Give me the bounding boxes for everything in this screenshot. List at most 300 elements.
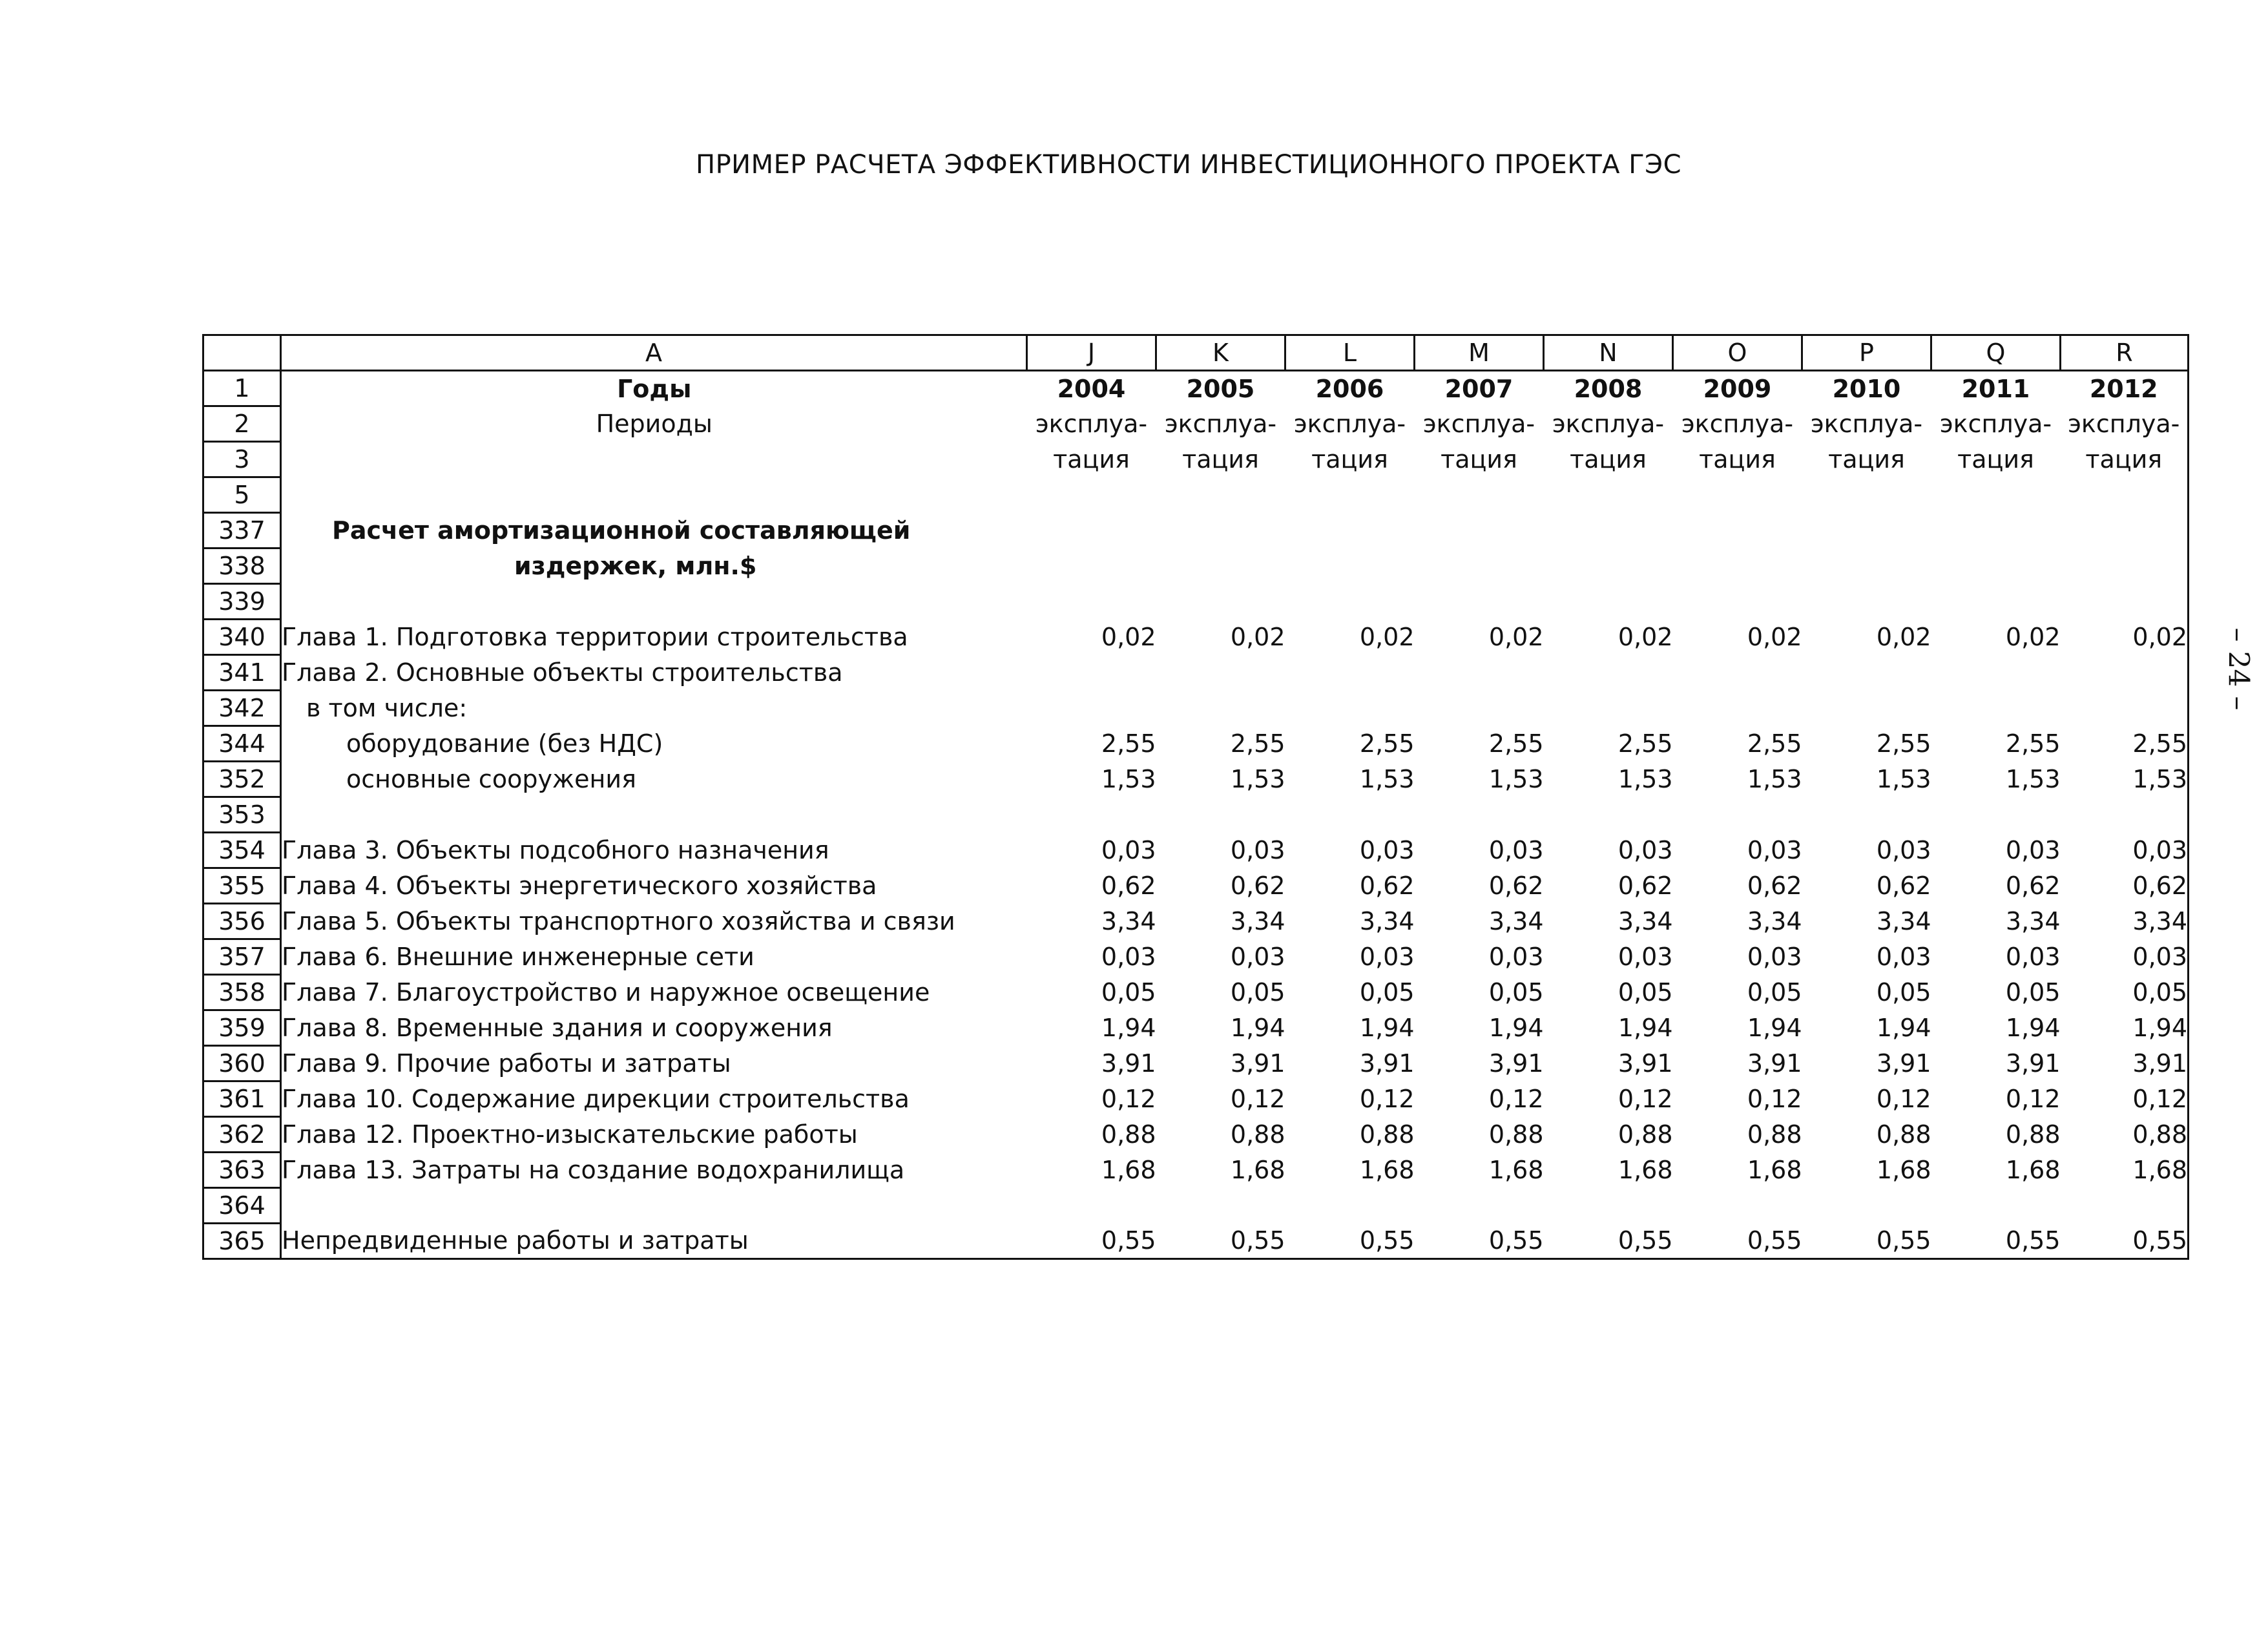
period-cell: тация [1957, 445, 2034, 474]
value-cell: 3,91 [1230, 1049, 1285, 1078]
row-number: 356 [203, 904, 281, 939]
value-cell: 0,05 [1230, 978, 1285, 1007]
value-cell: 1,68 [1230, 1156, 1285, 1184]
value-cell: 0,05 [1876, 978, 1931, 1007]
row-label: основные сооружения [281, 762, 1027, 797]
value-cell: 1,53 [1747, 765, 1802, 793]
period-cell: эксплуа- [1293, 410, 1406, 438]
row-number: 342 [203, 691, 281, 726]
value-cell: 0,88 [1359, 1120, 1415, 1149]
value-cell: 0,03 [2061, 939, 2189, 975]
value-cell: 0,12 [2005, 1085, 2061, 1113]
value-cell: 1,53 [2061, 762, 2189, 797]
period-cell: тация [1311, 445, 1388, 474]
year-cell: 2010 [1832, 374, 1901, 403]
value-cell: 0,12 [1488, 1085, 1544, 1113]
value-cell: 0,62 [1747, 872, 1802, 900]
value-cell: 0,12 [1876, 1085, 1931, 1113]
value-cell [1673, 797, 1802, 833]
column-header: J [1027, 335, 1156, 371]
value-cell: 3,34 [1230, 907, 1285, 935]
row-number: 363 [203, 1153, 281, 1188]
column-header: P [1802, 335, 1931, 371]
value-cell [1544, 797, 1673, 833]
row-label: Глава 1. Подготовка территории строительства [281, 620, 1027, 655]
value-cell: 0,88 [1618, 1120, 1673, 1149]
value-cell [1415, 584, 1544, 620]
value-cell: 3,91 [2005, 1049, 2061, 1078]
value-cell: 0,12 [1618, 1085, 1673, 1113]
value-cell: 1,68 [2005, 1156, 2061, 1184]
value-cell: 0,03 [1101, 943, 1156, 971]
value-cell [1802, 1188, 1931, 1224]
value-cell: 0,03 [2061, 833, 2189, 868]
row-label: в том числе: [281, 691, 1027, 726]
value-cell: 0,05 [1359, 978, 1415, 1007]
column-header: A [281, 335, 1027, 371]
table-row [203, 1117, 2189, 1153]
value-cell: 0,12 [1230, 1085, 1285, 1113]
value-cell [1931, 548, 2061, 584]
value-cell: 1,68 [1101, 1156, 1156, 1184]
value-cell [1673, 548, 1802, 584]
row-label: Глава 7. Благоустройство и наружное освещение [281, 975, 1027, 1010]
table-row [203, 477, 2189, 513]
value-cell [1415, 655, 1544, 691]
page-number: – 24 – [2221, 627, 2255, 711]
value-cell: 0,62 [2005, 872, 2061, 900]
value-cell [2061, 584, 2189, 620]
table-row [203, 762, 2189, 797]
year-cell: 2006 [1315, 374, 1384, 403]
value-cell [1544, 513, 1673, 548]
value-cell [1156, 691, 1285, 726]
value-cell: 0,03 [1488, 943, 1544, 971]
value-cell: 0,02 [1359, 623, 1415, 651]
value-cell: 0,62 [1876, 872, 1931, 900]
value-cell: 1,94 [1488, 1014, 1544, 1042]
value-cell [1156, 655, 1285, 691]
table-row [203, 797, 2189, 833]
value-cell: 0,02 [1101, 623, 1156, 651]
value-cell: 2,55 [1618, 729, 1673, 758]
value-cell: 1,94 [1618, 1014, 1673, 1042]
value-cell: 2,55 [1101, 729, 1156, 758]
period-cell: эксплуа- [1681, 410, 1794, 438]
value-cell: 3,91 [1618, 1049, 1673, 1078]
column-header: K [1156, 335, 1285, 371]
row-number: 3 [203, 442, 281, 477]
row-label [281, 584, 1027, 620]
value-cell: 1,94 [1876, 1014, 1931, 1042]
value-cell: 2,55 [1747, 729, 1802, 758]
value-cell: 1,53 [1488, 765, 1544, 793]
value-cell: 3,34 [1101, 907, 1156, 935]
row-label: Глава 2. Основные объекты строительства [281, 655, 1027, 691]
value-cell [1027, 548, 1156, 584]
value-cell: 0,03 [2005, 836, 2061, 864]
period-cell: эксплуа- [1552, 410, 1665, 438]
value-cell: 0,62 [1618, 872, 1673, 900]
value-cell: 0,88 [2005, 1120, 2061, 1149]
table-row [203, 904, 2189, 939]
value-cell: 3,91 [1101, 1049, 1156, 1078]
value-cell: 3,91 [1359, 1049, 1415, 1078]
table-row [203, 548, 2189, 584]
year-cell: 2007 [1444, 374, 1514, 403]
value-cell: 3,34 [1359, 907, 1415, 935]
row-number: 365 [203, 1224, 281, 1259]
table-row [203, 1224, 2189, 1259]
row-number: 2 [203, 406, 281, 442]
value-cell: 1,68 [1488, 1156, 1544, 1184]
year-cell: 2009 [1703, 374, 1772, 403]
periods-label: Периоды [281, 406, 1027, 442]
table-row [203, 1081, 2189, 1117]
row-label: Глава 10. Содержание дирекции строительства [281, 1081, 1027, 1117]
value-cell: 2,55 [2061, 726, 2189, 762]
value-cell [1673, 584, 1802, 620]
value-cell [1673, 655, 1802, 691]
row-label: Глава 8. Временные здания и сооружения [281, 1010, 1027, 1046]
value-cell [2061, 513, 2189, 548]
value-cell [1544, 477, 1673, 513]
value-cell [1285, 513, 1415, 548]
value-cell [1285, 691, 1415, 726]
period-cell: тация [2061, 442, 2189, 477]
value-cell: 3,34 [1618, 907, 1673, 935]
value-cell: 1,94 [2005, 1014, 2061, 1042]
value-cell: 0,02 [1876, 623, 1931, 651]
table-row [203, 584, 2189, 620]
row-number: 340 [203, 620, 281, 655]
value-cell [1156, 797, 1285, 833]
table-row [203, 442, 2189, 477]
value-cell [1415, 548, 1544, 584]
row-number: 344 [203, 726, 281, 762]
value-cell: 0,03 [1230, 943, 1285, 971]
value-cell [1027, 584, 1156, 620]
value-cell [1802, 655, 1931, 691]
row-label: Глава 4. Объекты энергетического хозяйства [281, 868, 1027, 904]
value-cell: 1,68 [1359, 1156, 1415, 1184]
value-cell [1931, 477, 2061, 513]
value-cell [1673, 477, 1802, 513]
value-cell: 0,88 [1488, 1120, 1544, 1149]
table-row [203, 691, 2189, 726]
value-cell: 1,53 [1230, 765, 1285, 793]
value-cell: 0,55 [1285, 1224, 1415, 1259]
value-cell: 1,68 [1618, 1156, 1673, 1184]
row-number: 357 [203, 939, 281, 975]
value-cell [1544, 1188, 1673, 1224]
value-cell [1544, 691, 1673, 726]
value-cell [1544, 655, 1673, 691]
value-cell: 0,03 [1876, 943, 1931, 971]
period-cell: эксплуа- [1164, 410, 1277, 438]
value-cell [1415, 691, 1544, 726]
value-cell: 1,53 [1618, 765, 1673, 793]
table-row [203, 726, 2189, 762]
row-label [281, 797, 1027, 833]
table-row [203, 975, 2189, 1010]
value-cell: 0,03 [1747, 943, 1802, 971]
row-number: 1 [203, 371, 281, 406]
corner-cell [203, 335, 281, 371]
value-cell [1285, 655, 1415, 691]
value-cell: 0,03 [1230, 836, 1285, 864]
value-cell: 0,03 [1747, 836, 1802, 864]
value-cell: 3,34 [2005, 907, 2061, 935]
table-row [203, 1153, 2189, 1188]
value-cell: 1,53 [1876, 765, 1931, 793]
value-cell [2061, 655, 2189, 691]
row-number: 337 [203, 513, 281, 548]
year-cell: 2008 [1574, 374, 1643, 403]
value-cell: 0,02 [2005, 623, 2061, 651]
value-cell: 0,05 [1618, 978, 1673, 1007]
value-cell: 0,02 [1747, 623, 1802, 651]
value-cell: 0,02 [1230, 623, 1285, 651]
column-header: N [1544, 335, 1673, 371]
column-header: M [1415, 335, 1544, 371]
value-cell: 3,91 [1488, 1049, 1544, 1078]
value-cell [1931, 691, 2061, 726]
value-cell: 0,03 [1488, 836, 1544, 864]
row-number: 352 [203, 762, 281, 797]
table-row [203, 1188, 2189, 1224]
table-row [203, 655, 2189, 691]
period-cell: тация [1182, 445, 1259, 474]
value-cell: 1,94 [2061, 1010, 2189, 1046]
value-cell: 0,55 [1673, 1224, 1802, 1259]
row-label: Глава 6. Внешние инженерные сети [281, 939, 1027, 975]
value-cell [2061, 691, 2189, 726]
period-cell: эксплуа- [1939, 410, 2052, 438]
value-cell [1027, 477, 1156, 513]
column-header: L [1285, 335, 1415, 371]
value-cell [1285, 548, 1415, 584]
value-cell: 0,03 [1359, 943, 1415, 971]
value-cell: 0,55 [1415, 1224, 1544, 1259]
period-cell: тация [1570, 445, 1647, 474]
value-cell: 0,05 [1101, 978, 1156, 1007]
value-cell: 0,12 [1101, 1085, 1156, 1113]
column-header: R [2061, 335, 2189, 371]
value-cell: 0,55 [2061, 1224, 2189, 1259]
value-cell [1544, 584, 1673, 620]
row-number: 341 [203, 655, 281, 691]
value-cell: 0,03 [1101, 836, 1156, 864]
document-title: ПРИМЕР РАСЧЕТА ЭФФЕКТИВНОСТИ ИНВЕСТИЦИОННОГО ПРОЕКТА ГЭС [695, 150, 1681, 180]
value-cell: 0,03 [1618, 943, 1673, 971]
value-cell [1285, 1188, 1415, 1224]
value-cell [1931, 797, 2061, 833]
row-label [281, 1188, 1027, 1224]
spreadsheet-table [202, 334, 2189, 1260]
value-cell: 0,12 [2061, 1081, 2189, 1117]
value-cell: 0,88 [1101, 1120, 1156, 1149]
value-cell: 0,88 [1747, 1120, 1802, 1149]
value-cell: 1,53 [1101, 765, 1156, 793]
value-cell [1027, 655, 1156, 691]
value-cell: 0,03 [1876, 836, 1931, 864]
value-cell: 0,62 [1230, 872, 1285, 900]
value-cell [1931, 584, 2061, 620]
row-number: 361 [203, 1081, 281, 1117]
value-cell [1673, 691, 1802, 726]
row-number: 338 [203, 548, 281, 584]
row-number: 358 [203, 975, 281, 1010]
row-label [281, 442, 1027, 477]
table-row [203, 939, 2189, 975]
value-cell [1544, 548, 1673, 584]
period-cell: эксплуа- [1035, 410, 1148, 438]
value-cell: 3,34 [1747, 907, 1802, 935]
value-cell [1673, 1188, 1802, 1224]
value-cell [1931, 1188, 2061, 1224]
value-cell: 2,55 [1488, 729, 1544, 758]
value-cell: 1,94 [1101, 1014, 1156, 1042]
row-number: 355 [203, 868, 281, 904]
year-cell: 2012 [2061, 371, 2189, 406]
row-label: Непредвиденные работы и затраты [281, 1224, 1027, 1259]
value-cell: 3,91 [1747, 1049, 1802, 1078]
value-cell: 0,88 [1230, 1120, 1285, 1149]
value-cell: 2,55 [2005, 729, 2061, 758]
value-cell: 3,91 [1876, 1049, 1931, 1078]
value-cell: 0,05 [2005, 978, 2061, 1007]
value-cell [1285, 797, 1415, 833]
period-cell: тация [1053, 445, 1130, 474]
value-cell: 1,94 [1359, 1014, 1415, 1042]
year-cell: 2004 [1057, 374, 1126, 403]
value-cell: 2,55 [1876, 729, 1931, 758]
value-cell [1027, 1188, 1156, 1224]
value-cell: 1,53 [2005, 765, 2061, 793]
table-row [203, 833, 2189, 868]
value-cell: 0,05 [1488, 978, 1544, 1007]
row-number: 360 [203, 1046, 281, 1081]
value-cell: 3,91 [2061, 1046, 2189, 1081]
value-cell: 0,03 [1359, 836, 1415, 864]
row-number: 362 [203, 1117, 281, 1153]
value-cell [1673, 513, 1802, 548]
value-cell: 0,62 [1488, 872, 1544, 900]
column-header: Q [1931, 335, 2061, 371]
value-cell: 0,05 [1747, 978, 1802, 1007]
value-cell: 0,55 [1931, 1224, 2061, 1259]
value-cell [1802, 691, 1931, 726]
value-cell [1931, 513, 2061, 548]
value-cell: 0,88 [2061, 1117, 2189, 1153]
value-cell [1156, 513, 1285, 548]
period-cell: эксплуа- [1810, 410, 1923, 438]
value-cell: 1,68 [1747, 1156, 1802, 1184]
value-cell: 1,94 [1230, 1014, 1285, 1042]
value-cell [2061, 1188, 2189, 1224]
value-cell: 2,55 [1359, 729, 1415, 758]
value-cell: 0,62 [1359, 872, 1415, 900]
row-label: оборудование (без НДС) [281, 726, 1027, 762]
row-label: Глава 13. Затраты на создание водохранилища [281, 1153, 1027, 1188]
value-cell [1415, 513, 1544, 548]
row-number: 354 [203, 833, 281, 868]
value-cell: 1,68 [2061, 1153, 2189, 1188]
value-cell [1156, 584, 1285, 620]
value-cell [1931, 655, 2061, 691]
value-cell [1285, 477, 1415, 513]
row-label: Глава 3. Объекты подсобного назначения [281, 833, 1027, 868]
period-cell: тация [1441, 445, 1517, 474]
table-row [203, 1010, 2189, 1046]
value-cell: 0,02 [2061, 620, 2189, 655]
section-title: издержек, млн.$ [281, 548, 1027, 584]
year-cell: 2011 [1961, 374, 2030, 403]
value-cell: 0,03 [2005, 943, 2061, 971]
period-cell: эксплуа- [1422, 410, 1535, 438]
table-row [203, 371, 2189, 406]
value-cell [2061, 548, 2189, 584]
value-cell: 0,03 [1618, 836, 1673, 864]
column-header: O [1673, 335, 1802, 371]
row-label: Глава 9. Прочие работы и затраты [281, 1046, 1027, 1081]
value-cell [1156, 548, 1285, 584]
value-cell: 3,34 [2061, 904, 2189, 939]
value-cell: 0,88 [1876, 1120, 1931, 1149]
value-cell [1802, 548, 1931, 584]
table-row [203, 406, 2189, 442]
value-cell [2061, 797, 2189, 833]
value-cell [1802, 584, 1931, 620]
row-number: 364 [203, 1188, 281, 1224]
value-cell [1415, 1188, 1544, 1224]
value-cell: 0,12 [1359, 1085, 1415, 1113]
table-row [203, 620, 2189, 655]
period-cell: эксплуа- [2061, 406, 2189, 442]
value-cell: 0,55 [1544, 1224, 1673, 1259]
table-row [203, 1046, 2189, 1081]
section-title: Расчет амортизационной составляющей [281, 513, 1027, 548]
value-cell: 3,34 [1488, 907, 1544, 935]
years-label: Годы [281, 371, 1027, 406]
value-cell [1156, 1188, 1285, 1224]
row-label: Глава 5. Объекты транспортного хозяйства и связи [281, 904, 1027, 939]
value-cell: 0,02 [1618, 623, 1673, 651]
table-row [203, 868, 2189, 904]
value-cell [1027, 691, 1156, 726]
value-cell: 1,53 [1359, 765, 1415, 793]
value-cell [1802, 513, 1931, 548]
value-cell: 1,94 [1747, 1014, 1802, 1042]
value-cell [1802, 477, 1931, 513]
value-cell: 0,05 [2061, 975, 2189, 1010]
value-cell [1027, 797, 1156, 833]
value-cell [1415, 797, 1544, 833]
period-cell: тация [1699, 445, 1776, 474]
row-number: 339 [203, 584, 281, 620]
value-cell: 0,12 [1747, 1085, 1802, 1113]
value-cell: 0,62 [2061, 868, 2189, 904]
value-cell: 2,55 [1230, 729, 1285, 758]
row-number: 353 [203, 797, 281, 833]
column-header-row [203, 335, 2189, 371]
value-cell [1027, 513, 1156, 548]
row-number: 5 [203, 477, 281, 513]
value-cell [1156, 477, 1285, 513]
value-cell: 3,34 [1876, 907, 1931, 935]
value-cell [1285, 584, 1415, 620]
